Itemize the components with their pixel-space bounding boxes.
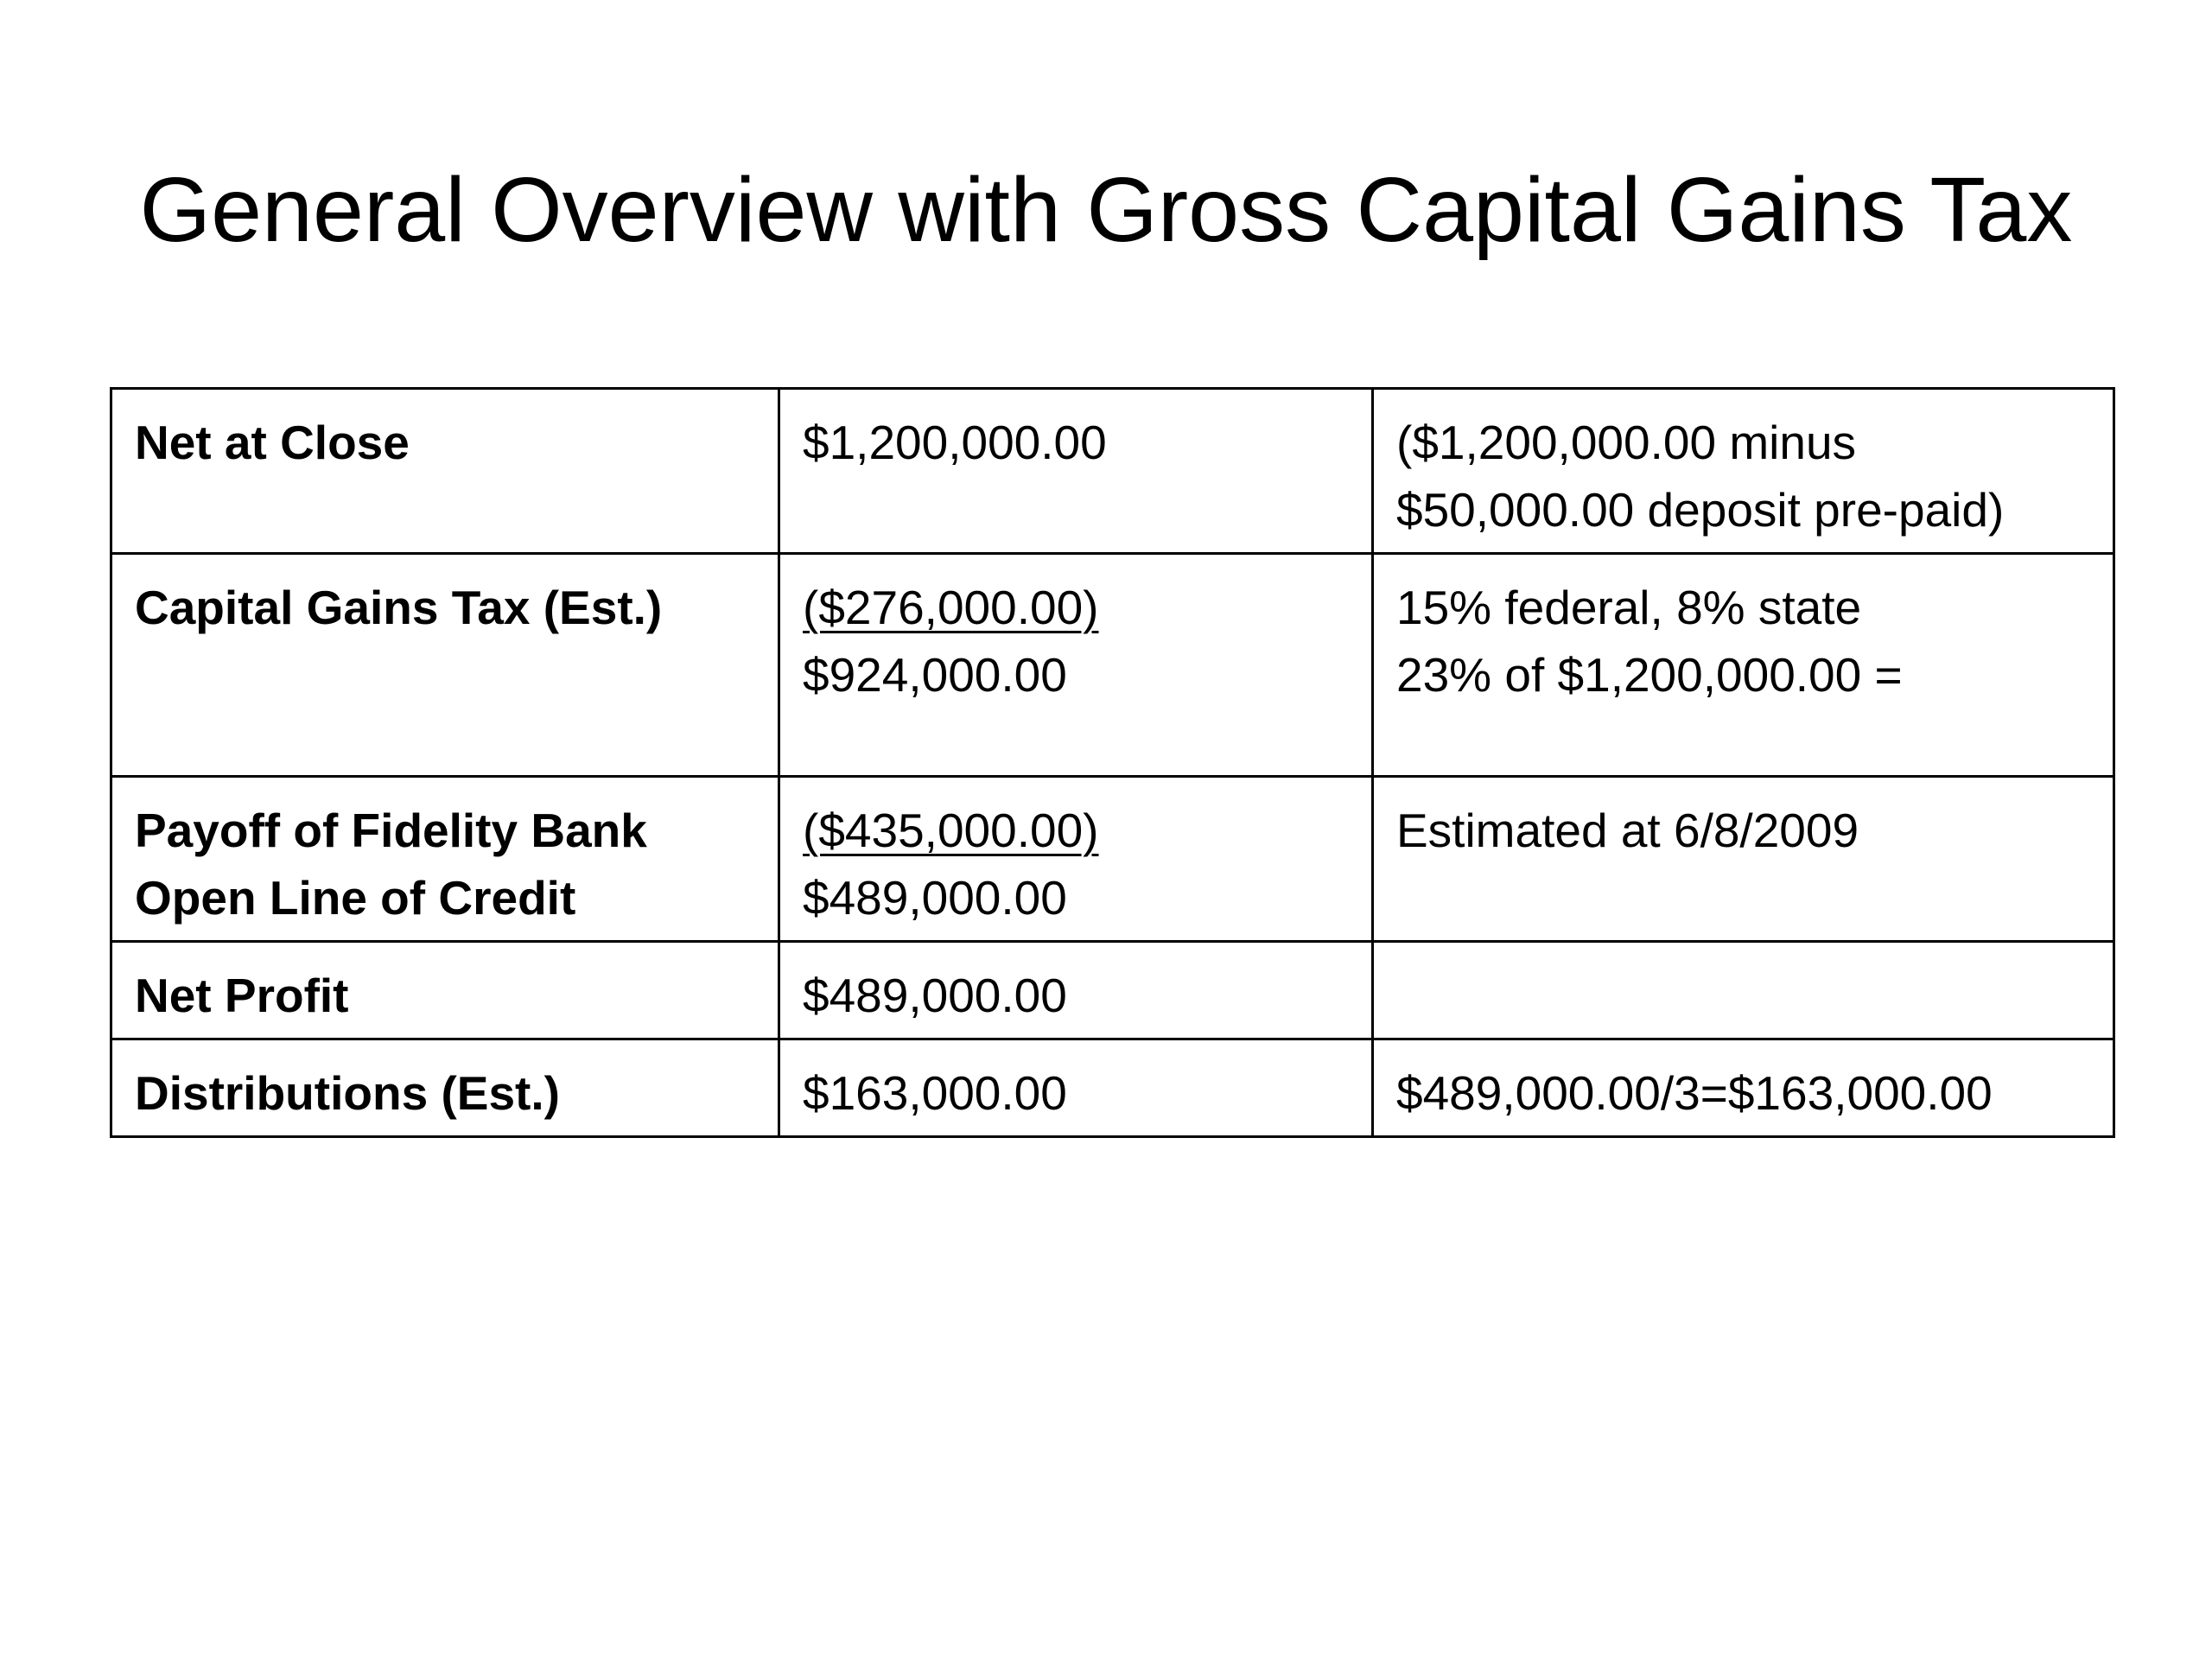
- row-amount-cell: [779, 1039, 1373, 1137]
- table-row-capital-gains-tax: [111, 554, 2114, 777]
- row-label: Capital Gains Tax (Est.): [135, 581, 663, 634]
- row-label: Open Line of Credit: [135, 871, 576, 925]
- row-label-cell: [111, 389, 779, 554]
- row-deduction-amount: ($276,000.00): [803, 581, 1099, 634]
- row-amount-cell: [779, 777, 1373, 942]
- row-amount: $489,000.00: [803, 969, 1067, 1022]
- table-row-net-profit: [111, 942, 2114, 1039]
- row-amount: $163,000.00: [803, 1066, 1067, 1120]
- row-note: $50,000.00 deposit pre-paid): [1396, 483, 2005, 537]
- row-label: Net at Close: [135, 416, 410, 469]
- row-note-cell: [1373, 777, 2114, 942]
- row-note-cell: [1373, 389, 2114, 554]
- row-amount-cell: [779, 554, 1373, 777]
- row-note-cell: [1373, 554, 2114, 777]
- row-note: $489,000.00/3=$163,000.00: [1396, 1066, 1993, 1120]
- row-note-cell: [1373, 1039, 2114, 1137]
- row-label-cell: [111, 942, 779, 1039]
- row-note: 23% of $1,200,000.00 =: [1396, 648, 1903, 702]
- row-label-cell: [111, 1039, 779, 1137]
- row-label: Distributions (Est.): [135, 1066, 560, 1120]
- row-note: 15% federal, 8% state: [1396, 581, 1862, 634]
- slide-title: General Overview with Gross Capital Gains Tax: [139, 159, 2073, 261]
- row-label-cell: [111, 554, 779, 777]
- row-label: Net Profit: [135, 969, 349, 1022]
- row-amount-cell: [779, 942, 1373, 1039]
- table-row-payoff: [111, 777, 2114, 942]
- overview-table: [110, 387, 2115, 1138]
- row-note: Estimated at 6/8/2009: [1396, 804, 1859, 857]
- row-note: ($1,200,000.00 minus: [1396, 416, 1857, 469]
- row-amount: $924,000.00: [803, 648, 1067, 702]
- row-deduction-amount: ($435,000.00): [803, 804, 1099, 857]
- row-amount-cell: [779, 389, 1373, 554]
- row-amount: $489,000.00: [803, 871, 1067, 925]
- row-label-cell: [111, 777, 779, 942]
- table-row-distributions: [111, 1039, 2114, 1137]
- row-note-cell: [1373, 942, 2114, 1039]
- row-amount: $1,200,000.00: [803, 416, 1107, 469]
- table-row-net-at-close: [111, 389, 2114, 554]
- row-label: Payoff of Fidelity Bank: [135, 804, 647, 857]
